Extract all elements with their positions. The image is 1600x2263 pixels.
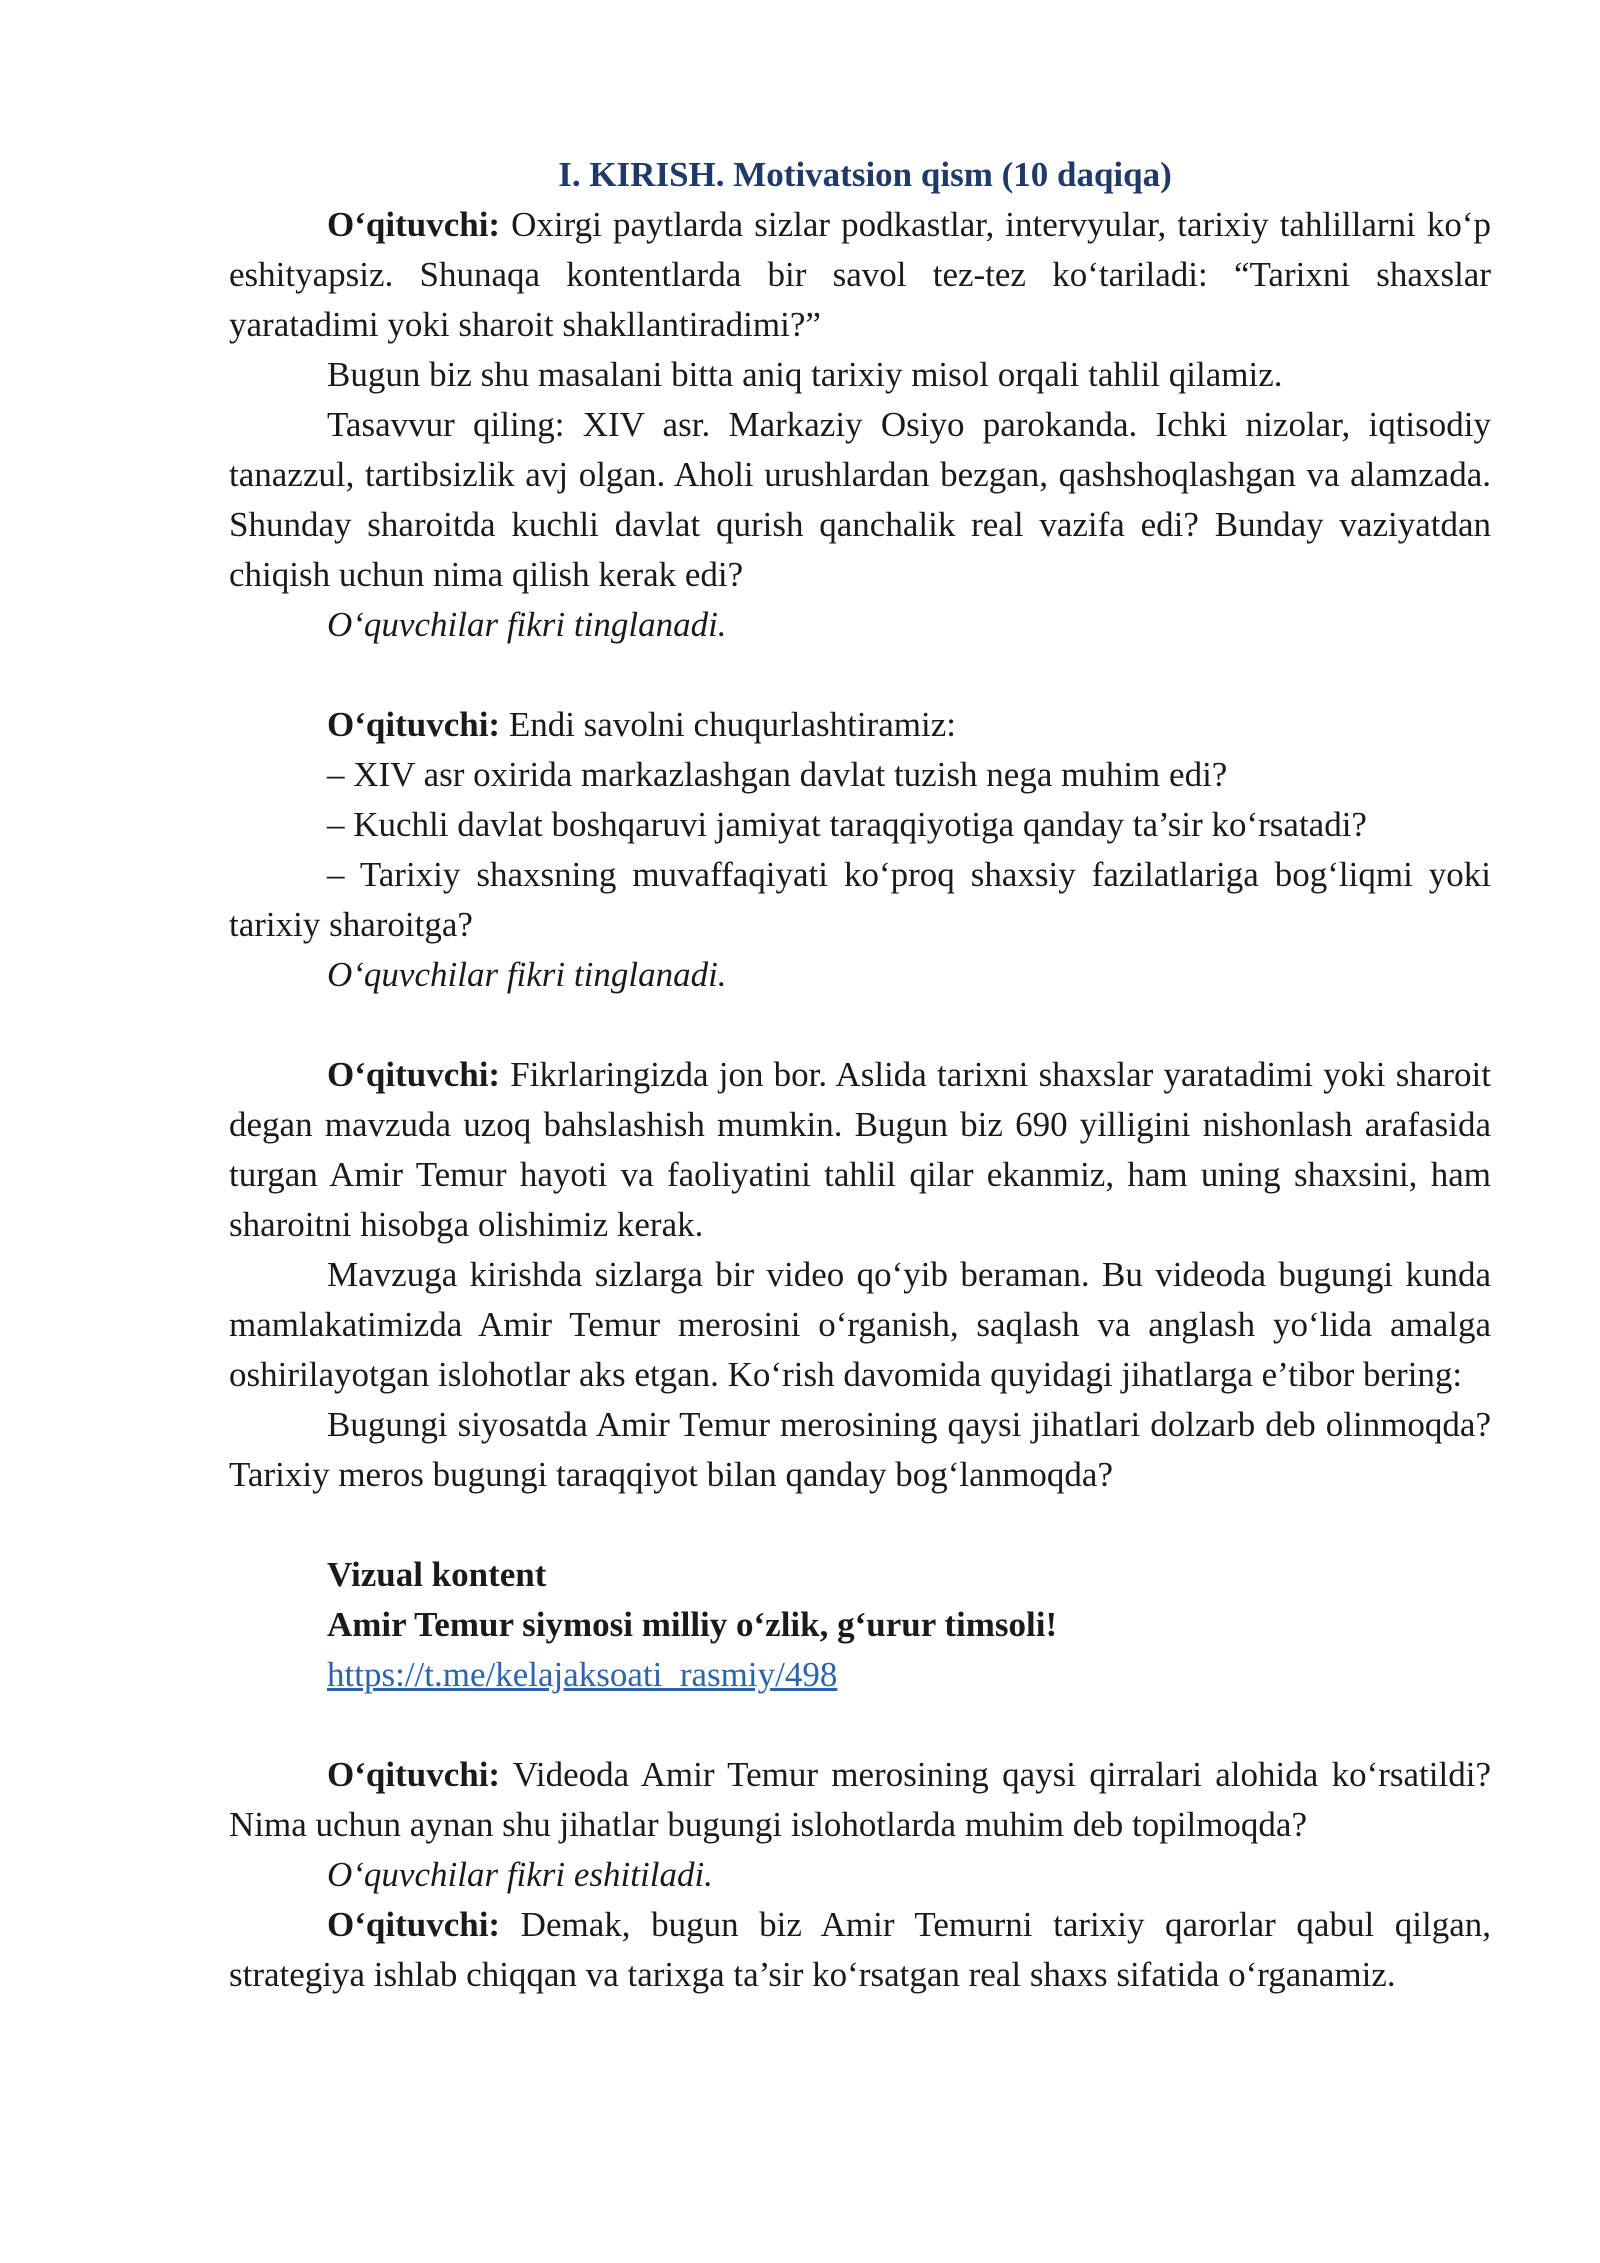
- spacer: [229, 1000, 1491, 1050]
- paragraph-opinion-text: Fikrlaringizda jon bor. Aslida tarixni shaxslar yaratadimi yoki sharoit degan mavzuda uzoq bahslashish mumkin. Bugun biz 690 yilligini nishonlash arafasida turgan Amir Temur hayoti va faoliyatini tahlil qilar ekanmiz, ham uning shaxsini, ham sharoitni hisobga olishimiz kerak.: [229, 1055, 1491, 1244]
- students-listen-text: O‘quvchilar fikri tinglanadi.: [327, 605, 727, 644]
- students-listen-note: [229, 950, 1491, 1000]
- teacher-label: O‘qituvchi:: [327, 705, 501, 744]
- teacher-label: O‘qituvchi:: [327, 1055, 501, 1094]
- students-heard-note: [229, 1850, 1491, 1900]
- paragraph-video-discussion-text: Videoda Amir Temur merosining qaysi qirralari alohida ko‘rsatildi? Nima uchun aynan shu jihatlar bugungi islohotlarda muhim deb topilmoqda?: [229, 1755, 1491, 1844]
- spacer: [229, 1500, 1491, 1550]
- paragraph-task: Bugun biz shu masalani bitta aniq tarixiy misol orqali tahlil qilamiz.: [327, 355, 1283, 394]
- paragraph-video-questions: Bugungi siyosatda Amir Temur merosining qaysi jihatlari dolzarb deb olinmoqda? Tarixiy meros bugungi taraqqiyot bilan qanday bog‘lanmoqda?: [229, 1405, 1491, 1494]
- paragraph-intro: [229, 200, 1491, 350]
- students-listen-note: [229, 600, 1491, 650]
- spacer: [229, 1700, 1491, 1750]
- teacher-label: O‘qituvchi:: [327, 1755, 501, 1794]
- teacher-label: O‘qituvchi:: [327, 205, 501, 244]
- paragraph-intro-text: Oxirgi paytlarda sizlar podkastlar, intervyular, tarixiy tahlillarni ko‘p eshityapsiz. Shunaqa kontentlarda bir savol tez-tez ko‘tariladi: “Tarixni shaxslar yaratadimi yoki sharoit shakllantiradimi?”: [229, 205, 1491, 344]
- question-item: – Tarixiy shaxsning muvaffaqiyati ko‘proq shaxsiy fazilatlariga bog‘liqmi yoki tarixiy sharoitga?: [229, 855, 1491, 944]
- paragraph-conclusion: [229, 1900, 1491, 2000]
- question-item: – XIV asr oxirida markazlashgan davlat tuzish nega muhim edi?: [327, 755, 1228, 794]
- paragraph-imagine: Tasavvur qiling: XIV asr. Markaziy Osiyo parokanda. Ichki nizolar, iqtisodiy tanazzul, tartibsizlik avj olgan. Aholi urushlardan bezgan, qashshoqlashgan va alamzada. Shunday sharoitda kuchli davlat qurish qanchalik real vazifa edi? Bunday vaziyatdan chiqish uchun nima qilish kerak edi?: [229, 405, 1491, 594]
- teacher-label: O‘qituvchi:: [327, 1905, 501, 1944]
- paragraph-conclusion-text: Demak, bugun biz Amir Temurni tarixiy qarorlar qabul qilgan, strategiya ishlab chiqqan va tarixga ta’sir ko‘rsatgan real shaxs sifatida o‘rganamiz.: [229, 1905, 1491, 1994]
- students-listen-text: O‘quvchilar fikri tinglanadi.: [327, 955, 727, 994]
- section-heading: I. KIRISH. Motivatsion qism (10 daqiqa): [558, 155, 1172, 194]
- question-item: – Kuchli davlat boshqaruvi jamiyat taraqqiyotiga qanday ta’sir ko‘rsatadi?: [327, 805, 1367, 844]
- video-link[interactable]: https://t.me/kelajaksoati_rasmiy/498: [327, 1655, 838, 1694]
- paragraph-opinion: [229, 1050, 1491, 1250]
- spacer: [229, 650, 1491, 700]
- paragraph-deepen: [229, 700, 1491, 750]
- document-page: [229, 150, 1491, 2000]
- paragraph-video-intro: Mavzuga kirishda sizlarga bir video qo‘yib beraman. Bu videoda bugungi kunda mamlakatimizda Amir Temur merosini o‘rganish, saqlash va anglash yo‘lida amalga oshirilayotgan islohotlar aks etgan. Ko‘rish davomida quyidagi jihatlarga e’tibor bering:: [229, 1255, 1491, 1394]
- visual-link-row: [229, 1650, 1491, 1700]
- visual-content-title: Vizual kontent: [327, 1555, 547, 1594]
- paragraph-video-discussion: [229, 1750, 1491, 1850]
- paragraph-deepen-text: Endi savolni chuqurlashtiramiz:: [508, 705, 956, 744]
- visual-content-subtitle: Amir Temur siymosi milliy o‘zlik, g‘urur timsoli!: [327, 1605, 1058, 1644]
- students-heard-text: O‘quvchilar fikri eshitiladi.: [327, 1855, 713, 1894]
